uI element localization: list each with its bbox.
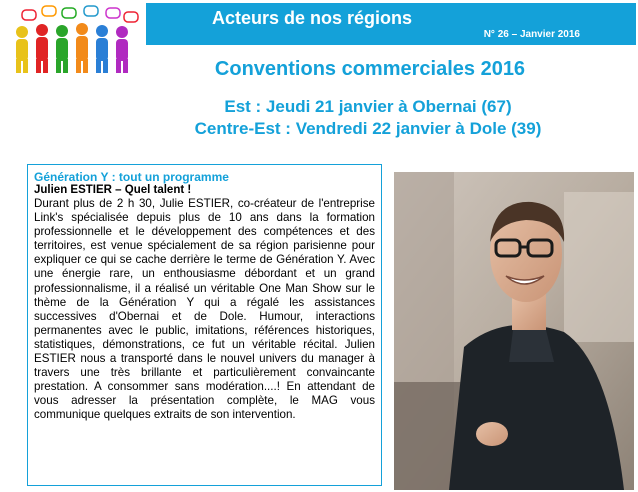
article-body: Durant plus de 2 h 30, Julie ESTIER, co-créateur de l'entreprise Link's spécialisée depuis plus de 10 ans dans la formation professionnelle et le développement des compétences et des territoires, est venue spécialement de sa région parisienne pour expliquer ce qui se cache derrière le terme de Génération Y. Avec une énergie rare, un enthousiasme débordant et un grand professionnalisme, il a réalisé un véritable One Man Show sur le thème de la Génération Y qui a régalé les assistances successives d'Obernai et de Dole. Humour, interactions permanentes avec le public, imitations, références historiques, statistiques, démonstrations, ce fut un véritable récital. Julien ESTIER nous a transporté dans le nouvel univers du manager à travers une très brillante et particulièrement convaincante prestation. A consommer sans modération....! En attendant de vous adresser la présentation complète, le MAG vous communique quelques extraits de son intervention. [34, 197, 375, 422]
event-subtitle-est: Est : Jeudi 21 janvier à Obernai (67) [224, 97, 512, 116]
article-box [27, 164, 382, 486]
issue-number: N° 26 – Janvier 2016 [483, 29, 580, 40]
event-subtitle-centre-est: Centre-Est : Vendredi 22 janvier à Dole (39) [194, 119, 542, 138]
header-bar [146, 3, 636, 45]
header-title: Acteurs de nos régions [212, 8, 413, 28]
article-heading: Génération Y : tout un programme [34, 170, 229, 184]
page-title: Conventions commerciales 2016 [214, 58, 526, 80]
speaker-photo [394, 172, 634, 490]
article-subheading: Julien ESTIER – Quel talent ! [34, 184, 192, 196]
